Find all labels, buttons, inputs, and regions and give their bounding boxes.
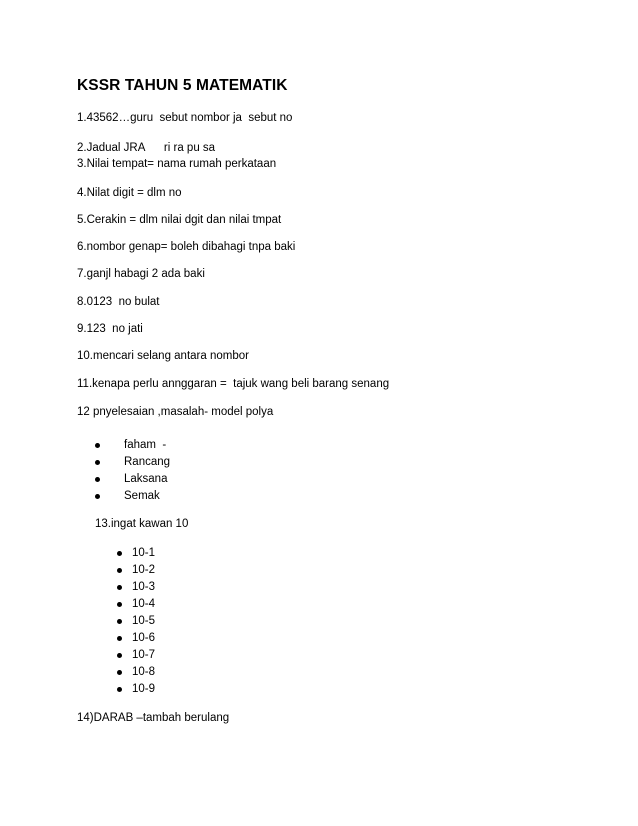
bullet-icon — [117, 636, 122, 641]
list-item-label: Laksana — [124, 473, 168, 485]
note-line-9: 9.123 no jati — [77, 323, 143, 335]
list-item-label: faham - — [124, 439, 167, 451]
note-line-12: 12 pnyelesaian ,masalah- model polya — [77, 406, 274, 418]
note-line-6: 6.nombor genap= boleh dibahagi tnpa baki — [77, 241, 296, 253]
note-line-8: 8.0123 no bulat — [77, 296, 160, 308]
list-item — [117, 580, 237, 594]
bullet-icon — [117, 653, 122, 658]
list-item — [117, 631, 237, 645]
note-line-10: 10.mencari selang antara nombor — [77, 350, 249, 362]
list-item-label: 10-2 — [132, 564, 156, 576]
page-title: KSSR TAHUN 5 MATEMATIK — [77, 77, 288, 94]
bullet-icon — [117, 602, 122, 607]
list-item — [95, 472, 295, 486]
list-item — [95, 455, 295, 469]
bullet-icon — [95, 460, 100, 465]
list-item — [95, 489, 295, 503]
note-line-14: 14)DARAB –tambah berulang — [77, 712, 230, 724]
bullet-icon — [117, 585, 122, 590]
list-item-label: Rancang — [124, 456, 171, 468]
note-line-1: 1.43562…guru sebut nombor ja sebut no — [77, 112, 293, 124]
list-item — [117, 546, 237, 560]
note-line-5: 5.Cerakin = dlm nilai dgit dan nilai tmpat — [77, 214, 282, 226]
list-item — [117, 682, 237, 696]
list-item-label: 10-6 — [132, 632, 156, 644]
note-line-2: 2.Jadual JRA ri ra pu sa — [77, 142, 216, 154]
bullet-icon — [117, 619, 122, 624]
list-item-label: 10-4 — [132, 598, 156, 610]
list-item — [117, 597, 237, 611]
bullet-icon — [95, 494, 100, 499]
list-item-label: 10-9 — [132, 683, 156, 695]
list-item-label: 10-3 — [132, 581, 156, 593]
list-item — [117, 563, 237, 577]
list-item — [117, 648, 237, 662]
bullet-icon — [117, 687, 122, 692]
list-item-label: Semak — [124, 490, 160, 502]
list-item-label: 10-7 — [132, 649, 156, 661]
note-line-11: 11.kenapa perlu annggaran = tajuk wang beli barang senang — [77, 378, 390, 390]
note-line-13: 13.ingat kawan 10 — [95, 518, 189, 530]
list-item — [117, 665, 237, 679]
note-line-4: 4.Nilat digit = dlm no — [77, 187, 182, 199]
note-line-3: 3.Nilai tempat= nama rumah perkataan — [77, 158, 277, 170]
list-item-label: 10-8 — [132, 666, 156, 678]
bullet-icon — [95, 443, 100, 448]
list-item-label: 10-1 — [132, 547, 156, 559]
list-item — [117, 614, 237, 628]
bullet-icon — [117, 670, 122, 675]
bullet-icon — [117, 568, 122, 573]
list-item-label: 10-5 — [132, 615, 156, 627]
note-line-7: 7.ganjl habagi 2 ada baki — [77, 268, 205, 280]
bullet-icon — [117, 551, 122, 556]
list-item — [95, 438, 295, 452]
bullet-icon — [95, 477, 100, 482]
